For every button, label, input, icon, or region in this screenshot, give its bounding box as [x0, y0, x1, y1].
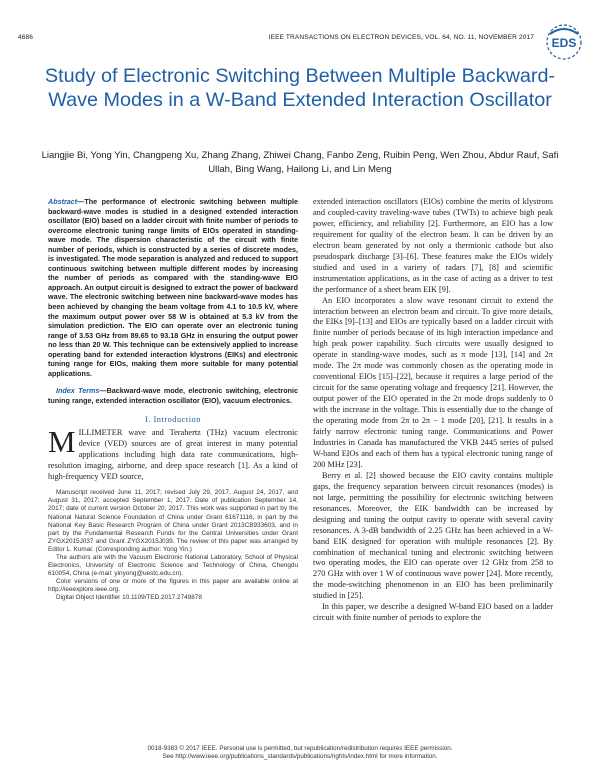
- running-header: [18, 34, 534, 46]
- footnote-doi: Digital Object Identifier 10.1109/TED.2017.2749878: [56, 594, 202, 602]
- intro-paragraph: [48, 424, 298, 483]
- right-column-body: [313, 197, 553, 624]
- right-paragraph-1: extended interaction oscillators (EIOs) combine the merits of klystrons and coupled-cavity traveling-wave tubes (TWTs) to achieve high peak power, efficiency, and reliability [2]. Furthermore, an EIO has a low requirement for quality of the electron beam. It can be driven by an electron beam generated by not only a thermionic cathode but also pseudospark discharge [3]–[6]. These features make the EIOs widely studied and used in a variety of radars [7], [8] and scientific instrumentation applications, as in the case of acting as a driver to test the performance of a sheet beam EIK [9].: [313, 197, 553, 294]
- right-paragraph-2: An EIO incorporates a slow wave resonant circuit to extend the interaction between an electron beam and circuit. To give more details, the EIKs [9]–[13] and EIOs are typically based on a ladder circuit with finite number of periods because of its high interaction impedance and high peak power capability. Such circuits were usually designed to operate in standing-wave modes, such as π mode [13], [14] and 2π mode. The 2π mode was commonly chosen as the operating mode in conventional EIOs [15]–[22], because it requires a large period of the circuit for the same operating voltage and frequency [21]. However, the output power of the EIO operated in the 2π mode drops suddenly to 0 with the increase in the voltage. This is essentially due to the change of the operating mode from 2π to 2π − 1 mode [20], [21]. It results in a fairly narrow electronic tuning range. Communications and Power Industries in Canada has manufactured the VKB 2445 series of pulsed W-band EIOs and each of them has a typical electronic tuning range of 200 MHz [23].: [313, 295, 553, 469]
- left-column: [48, 197, 298, 603]
- footnotes: [48, 489, 298, 602]
- page-number: 4686: [18, 34, 34, 41]
- eds-logo: [540, 20, 586, 64]
- author-list: Liangjie Bi, Yong Yin, Changpeng Xu, Zhang Zhang, Zhiwei Chang, Fanbo Zeng, Ruibin Peng, Wen Zhou, Abdur Rauf, Safi Ullah, Bing Wang, Hailong Li, and Lin Meng: [41, 150, 559, 175]
- right-column: [313, 197, 553, 624]
- paper-title: Study of Electronic Switching Between Multiple Backward-Wave Modes in a W-Band Extended Interaction Oscillator: [44, 65, 556, 111]
- abstract: Abstract—The performance of electronic switching between multiple backward-wave modes is studied in a designed extended interaction oscillator (EIO) based on a ladder circuit with finite number of periods to overcome electronic tuning range limits of EIOs operated in standing-wave mode. The dispersion characteristic of the circuit with finite number of periods, which is constructed by a series of discrete modes, is investigated. The mode separation is analyzed and reduced to support continuous switching between multiple different modes by increasing the number of periods as compared with the standing-wave EIO approach. An output circuit is designed to extract the power of backward wave. The electronic switching between nine backward-wave modes has been achieved by changing the beam voltage from 4.1 to 10.5 kV, where the maximum output power over 58 W is obtained at 5.3 kV from the simulation prediction. The EIO can operate over an electronic tuning range of 3.53 GHz from 89.65 to 93.18 GHz in ensuring the output power no less than 20 W. This technique can be extensively applied to increase operating band for extended interaction klystrons (EIKs) and electronic tuning range for EIOs, making them more suitable for many potential applications.: [48, 197, 298, 378]
- index-terms-text: Backward-wave mode, electronic switching, electronic tuning range, extended interaction oscillator (EIO), vacuum electronics.: [48, 386, 299, 405]
- footnote-color: Color versions of one or more of the figures in this paper are available online at http://ieeexplore.ieee.org.: [48, 578, 298, 594]
- abstract-label: Abstract: [48, 197, 78, 206]
- footnote-affiliation: The authors are with the Vacuum Electronic National Laboratory, School of Physical Electronics, University of Electronic Science and Technology of China, Chengdu 610054, China (e-mail: yinyong@uestc.edu.cn).: [48, 554, 298, 578]
- right-paragraph-3: Berry et al. [2] showed because the EIO cavity contains multiple gaps, the frequency separation between circuit resonances (modes) is not large, permitting the possibility for electronic switching between resonances. Moreover, the EIK bandwidth can be increased by designing and tuning the output cavity to operate with several cavity resonances. A 3-dB bandwidth of 2.25 GHz has been achieved in a W-band EIK designed for operation with multiple resonances [2]. By combination of mechanical tuning and electronic switching between two operating modes, the EIO can operate over 12 GHz from 258 to 270 GHz with over 1 W of continuous wave power [24]. More recently, the mode-switching phenomenon in an EIO has been preliminarily studied in [25].: [313, 470, 553, 601]
- section-heading-introduction: I. Introduction: [145, 415, 201, 425]
- footnote-manuscript: Manuscript received June 11, 2017; revised July 29, 2017, August 24, 2017, and August 31, 2017; accepted September 1, 2017. Date of publication September 14, 2017; date of current version October 20, 2017. This work was supported in part by the National Natural Science Foundation of China under Grant 61671116, in part by the National Key Basic Research Program of China under Grant 2013CB933603, and in part by the Fundamental Research Funds for the Central Universities under Grant ZYGX2015J037 and Grant ZYGX2015J039. The review of this paper was arranged by Editor L. Kumar. (Corresponding author: Yong Yin.): [48, 489, 298, 553]
- intro-text: ILLIMETER wave and Terahertz (THz) vacuum electronic device (VED) sources are of great interest in many potential applications including high data rate communications, high-resolution imaging, airborne, and deep space research [1]. As a kind of high-frequency VED source,: [48, 428, 298, 482]
- index-terms: Index Terms—Backward-wave mode, electronic switching, electronic tuning range, extended interaction oscillator (EIO), vacuum electronics.: [48, 386, 299, 405]
- index-terms-label: Index Terms: [56, 386, 100, 396]
- copyright-line-1: 0018-9383 © 2017 IEEE. Personal use is permitted, but republication/redistribution requires IEEE permission.: [147, 745, 453, 752]
- copyright-notice: [100, 745, 500, 761]
- right-paragraph-4: In this paper, we describe a designed W-band EIO based on a ladder circuit with finite number of periods to explore the: [313, 602, 553, 623]
- drop-cap: M: [48, 424, 76, 460]
- copyright-line-2: See http://www.ieee.org/publications_standards/publications/rights/index.html for more information.: [162, 753, 438, 761]
- journal-name: IEEE TRANSACTIONS ON ELECTRON DEVICES, VOL. 64, NO. 11, NOVEMBER 2017: [268, 34, 534, 41]
- abstract-text: The performance of electronic switching between multiple backward-wave modes is studied in a designed extended interaction oscillator (EIO) based on a ladder circuit with finite number of periods to overcome electronic tuning range limits of EIOs operated in standing-wave mode. The dispersion characteristic of the circuit with finite number of periods, which is constructed by a series of discrete modes, is investigated. The mode separation is analyzed and reduced to support continuous switching between multiple different modes by increasing the number of periods as compared with the standing-wave EIO approach. An output circuit is designed to extract the power of backward wave. The electronic switching between nine backward-wave modes has been achieved by changing the beam voltage from 4.1 to 10.5 kV, where the maximum output power over 58 W is obtained at 5.3 kV from the simulation prediction. The EIO can operate over an electronic tuning range of 3.53 GHz from 89.65 to 93.18 GHz in ensuring the output power no less than 20 W. This technique can be extensively applied to increase operating band for extended interaction klystrons (EIKs) and electronic tuning range for EIOs, making them more suitable for many potential applications.: [48, 197, 298, 378]
- eds-logo-text: EDS: [551, 36, 577, 50]
